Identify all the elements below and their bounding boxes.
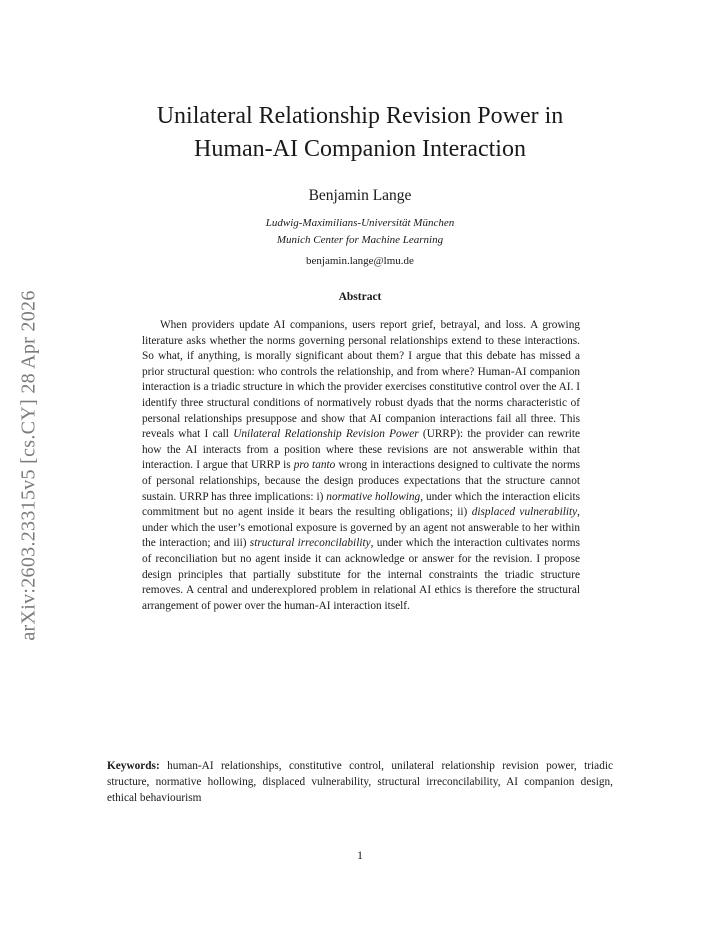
author-email: benjamin.lange@lmu.de (306, 255, 414, 267)
paper-title (100, 100, 620, 166)
page-number: 1 (357, 848, 363, 862)
author-name: Benjamin Lange (308, 187, 412, 204)
abstract-text-4: , under which the interaction elicits commitment but no agent inside it bears the resulting obligations; ii) (142, 490, 581, 519)
abstract-term-displaced-vulnerability: displaced vulnerability (471, 506, 578, 519)
keywords-list: human-AI relationships, constitutive control, unilateral relationship revision power, triadic structure, normative hollowing, displaced vulnerability, structural irreconcilability, AI companion design, ethical behaviourism (107, 760, 613, 804)
abstract-term-pro-tanto: pro tanto (293, 459, 336, 472)
abstract-body (142, 318, 580, 614)
author-affiliation (100, 215, 620, 249)
keywords-paragraph (107, 758, 613, 806)
paper-title-line-1: Unilateral Relationship Revision Power in (156, 103, 564, 129)
abstract-text-1: When providers update AI companions, users report grief, betrayal, and loss. A growing literature asks whether the norms governing personal relationships extend to these interactions. So what, if anything, is morally significant about them? I argue that this debate has missed a prior structural question: who controls the relationship, and from where? Human-AI companion interaction is a triadic structure in which the provider exercises constitutive control over the AI. I identify three structural conditions of normatively robust dyads that the norms characteristic of personal relationships presuppose and show that AI companion interactions fail all three. This reveals what I call (142, 319, 580, 441)
affiliation-line-2: Munich Center for Machine Learning (276, 234, 444, 246)
abstract-text-6: , under which the interaction cultivates norms of reconciliation but no agent inside it can acknowledge or answer for the revision. I propose design principles that partially substitute for the internal constraints the triadic structure removes. A central and underexplored problem in relational AI ethics is therefore the structural arrangement of power over the human-AI interaction itself. (142, 537, 580, 612)
abstract-term-urrp: Unilateral Relationship Revision Power (233, 428, 419, 441)
abstract-text-3: wrong in interactions designed to cultivate the norms of personal relationships, because the design produces expectations that the structure cannot sustain. URRP has three implications: i) (142, 459, 581, 503)
abstract-text-5: , under which the user’s emotional exposure is governed by an agent not answerable to her within the interaction; and iii) (142, 506, 580, 550)
keywords-label: Keywords: (107, 760, 160, 772)
abstract-term-structural-irreconcilability: structural irreconcilability (249, 537, 371, 550)
arxiv-identifier-stamp (15, 260, 43, 670)
arxiv-identifier-text: arXiv:2603.23315v5 [cs.CY] 28 Apr 2026 (17, 289, 40, 641)
abstract-heading: Abstract (338, 291, 382, 303)
affiliation-line-1: Ludwig-Maximilians-Universität München (265, 217, 455, 229)
paper-title-line-2: Human-AI Companion Interaction (194, 136, 526, 162)
abstract-text-2: (URRP): the provider can rewrite how the AI interacts from a position where these revisions are not answerable within that interaction. I argue that URRP is (142, 428, 581, 472)
abstract-term-normative-hollowing: normative hollowing (326, 490, 421, 503)
